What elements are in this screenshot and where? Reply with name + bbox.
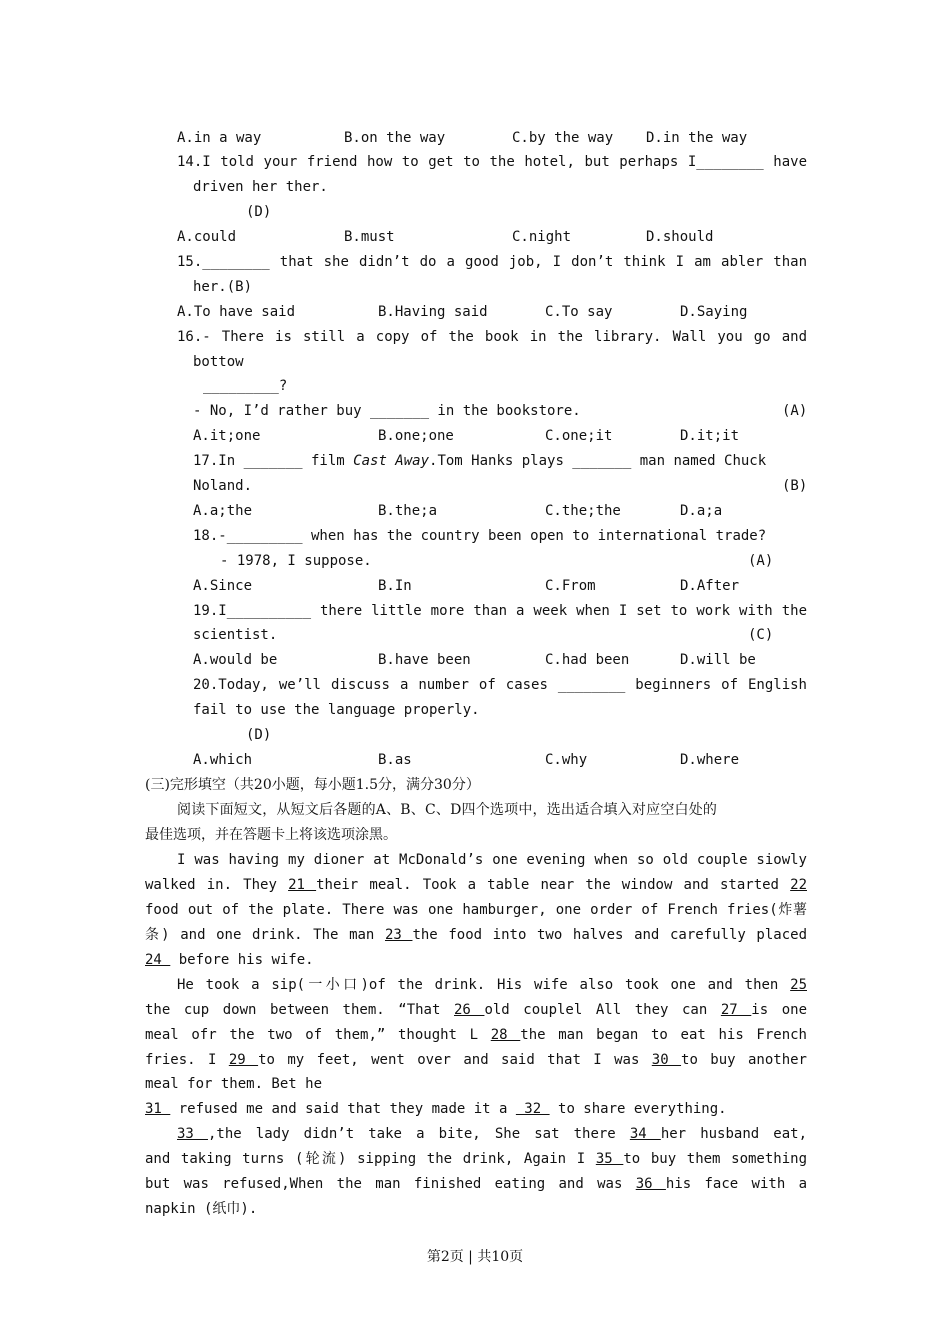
blank-25: 25 [790, 977, 807, 993]
passage-line: 33 ,the lady didn’t take a bite, She sat there 34 her husband eat, [177, 1126, 808, 1142]
q17-option-c: C.the;the [545, 503, 621, 519]
q15-stem-cont: her.(B) [193, 279, 253, 295]
q16-blank-line: _________? [203, 378, 288, 394]
q13-option-b: B.on the way [344, 130, 446, 146]
q18-option-c: C.From [545, 578, 596, 594]
q18-option-d: D.After [680, 578, 740, 594]
q18-reply: - 1978, I suppose. [220, 553, 372, 569]
q19-option-c: C.had been [545, 652, 630, 668]
page-number: 第2页 | 共10页 [426, 1249, 524, 1265]
passage-line: I was having my dioner at McDonald’s one evening when so old couple siowly [177, 852, 807, 868]
blank-21: 21 [288, 877, 317, 893]
blank-29: 29 [228, 1052, 259, 1068]
q16-reply: - No, I’d rather buy _______ in the bookstore. [193, 403, 581, 419]
blank-31: 31 [145, 1101, 171, 1117]
q17-option-a: A.a;the [193, 503, 253, 519]
blank-27: 27 [720, 1002, 752, 1018]
passage-line: food out of the plate. There was one hamburger, one order of French fries(炸薯 [145, 902, 807, 918]
q17-answer: (B) [782, 478, 808, 494]
passage-line: walked in. They 21 their meal. Took a table near the window and started 22 [145, 877, 807, 893]
q20-answer: (D) [246, 727, 272, 743]
blank-33: 33 [177, 1126, 208, 1142]
blank-30: 30 [651, 1052, 682, 1068]
q13-option-c: C.by the way [512, 130, 614, 146]
q16-option-b: B.one;one [378, 428, 454, 444]
q18-option-a: A.Since [193, 578, 253, 594]
q19-option-a: A.would be [193, 652, 278, 668]
blank-22: 22 [790, 877, 807, 893]
film-title: Cast Away [353, 453, 430, 469]
q20-option-d: D.where [680, 752, 740, 768]
q20-option-b: B.as [378, 752, 412, 768]
q16-stem-cont: bottow [193, 354, 244, 370]
blank-28: 28 [490, 1027, 521, 1043]
q18-option-b: B.In [378, 578, 412, 594]
q20-option-a: A.which [193, 752, 253, 768]
passage-line: 31 refused me and said that they made it a 32 to share everything. [145, 1101, 727, 1117]
q14-option-a: A.could [177, 229, 237, 245]
q18-stem: 18.-_________ when has the country been open to international trade? [193, 528, 767, 544]
passage-line: He took a sip(一小口)of the drink. His wife also took one and then 25 [177, 977, 807, 993]
q17-option-b: B.the;a [378, 503, 438, 519]
q16-option-a: A.it;one [193, 428, 261, 444]
q19-stem-cont: scientist. [193, 627, 278, 643]
blank-26: 26 [454, 1002, 485, 1018]
q13-option-d: D.in the way [646, 130, 748, 146]
section-heading: (三)完形填空（共20小题，每小题1.5分，满分30分） [145, 777, 480, 793]
blank-23: 23 [384, 927, 413, 943]
blank-36: 36 [635, 1176, 666, 1192]
q17-stem-cont: Noland. [193, 478, 253, 494]
q14-answer: (D) [246, 204, 272, 220]
q15-stem: 15.________ that she didn’t do a good job, I don’t think I am abler than [177, 254, 807, 270]
passage-line: and taking turns (轮流) sipping the drink, Again I 35 to buy them something [145, 1151, 807, 1167]
q17-stem: 17.In _______ film Cast Away.Tom Hanks plays _______ man named Chuck [193, 453, 767, 469]
q19-answer: (C) [748, 627, 774, 643]
q14-option-b: B.must [344, 229, 395, 245]
q14-option-c: C.night [512, 229, 572, 245]
q20-stem: 20.Today, we’ll discuss a number of cases ________ beginners of English [193, 677, 807, 693]
passage-line: meal for them. Bet he [145, 1076, 323, 1092]
passage-line: 24 before his wife. [145, 952, 314, 968]
q15-option-c: C.To say [545, 304, 613, 320]
blank-34: 34 [629, 1126, 661, 1142]
q19-stem: 19.I__________ there little more than a week when I set to work with the [193, 603, 807, 619]
q19-option-d: D.will be [680, 652, 756, 668]
q13-option-a: A.in a way [177, 130, 262, 146]
q16-stem: 16.- There is still a copy of the book in the library. Wall you go and [177, 329, 807, 345]
q16-answer: (A) [782, 403, 808, 419]
q16-option-c: C.one;it [545, 428, 613, 444]
q20-option-c: C.why [545, 752, 588, 768]
passage-line: the cup down between them. “That 26 old couplel All they can 27 is one [145, 1002, 808, 1018]
q15-option-d: D.Saying [680, 304, 748, 320]
q14-stem: 14.I told your friend how to get to the hotel, but perhaps I________ have [177, 154, 807, 170]
q15-option-a: A.To have said [177, 304, 296, 320]
section-instructions-cont: 最佳选项，并在答题卡上将该选项涂黑。 [145, 827, 397, 843]
passage-line: 条) and one drink. The man 23 the food into two halves and carefully placed [145, 927, 807, 943]
q19-option-b: B.have been [378, 652, 471, 668]
q20-stem-cont: fail to use the language properly. [193, 702, 480, 718]
passage-line: meal ofr the two of them,” thought L 28 the man began to eat his French [145, 1027, 807, 1043]
passage-line: but was refused,When the man finished eating and was 36 his face with a [145, 1176, 807, 1192]
blank-35: 35 [595, 1151, 624, 1167]
blank-24: 24 [145, 952, 171, 968]
q18-answer: (A) [748, 553, 774, 569]
q17-option-d: D.a;a [680, 503, 723, 519]
q14-stem-cont: driven her ther. [193, 179, 328, 195]
passage-line: napkin (纸巾). [145, 1201, 258, 1217]
q15-option-b: B.Having said [378, 304, 488, 320]
blank-32: 32 [515, 1101, 550, 1117]
q16-option-d: D.it;it [680, 428, 740, 444]
passage-line: fries. I 29 to my feet, went over and said that I was 30 to buy another [145, 1052, 807, 1068]
section-instructions: 阅读下面短文，从短文后各题的A、B、C、D四个选项中，选出适合填入对应空白处的 [177, 802, 718, 818]
q14-option-d: D.should [646, 229, 714, 245]
